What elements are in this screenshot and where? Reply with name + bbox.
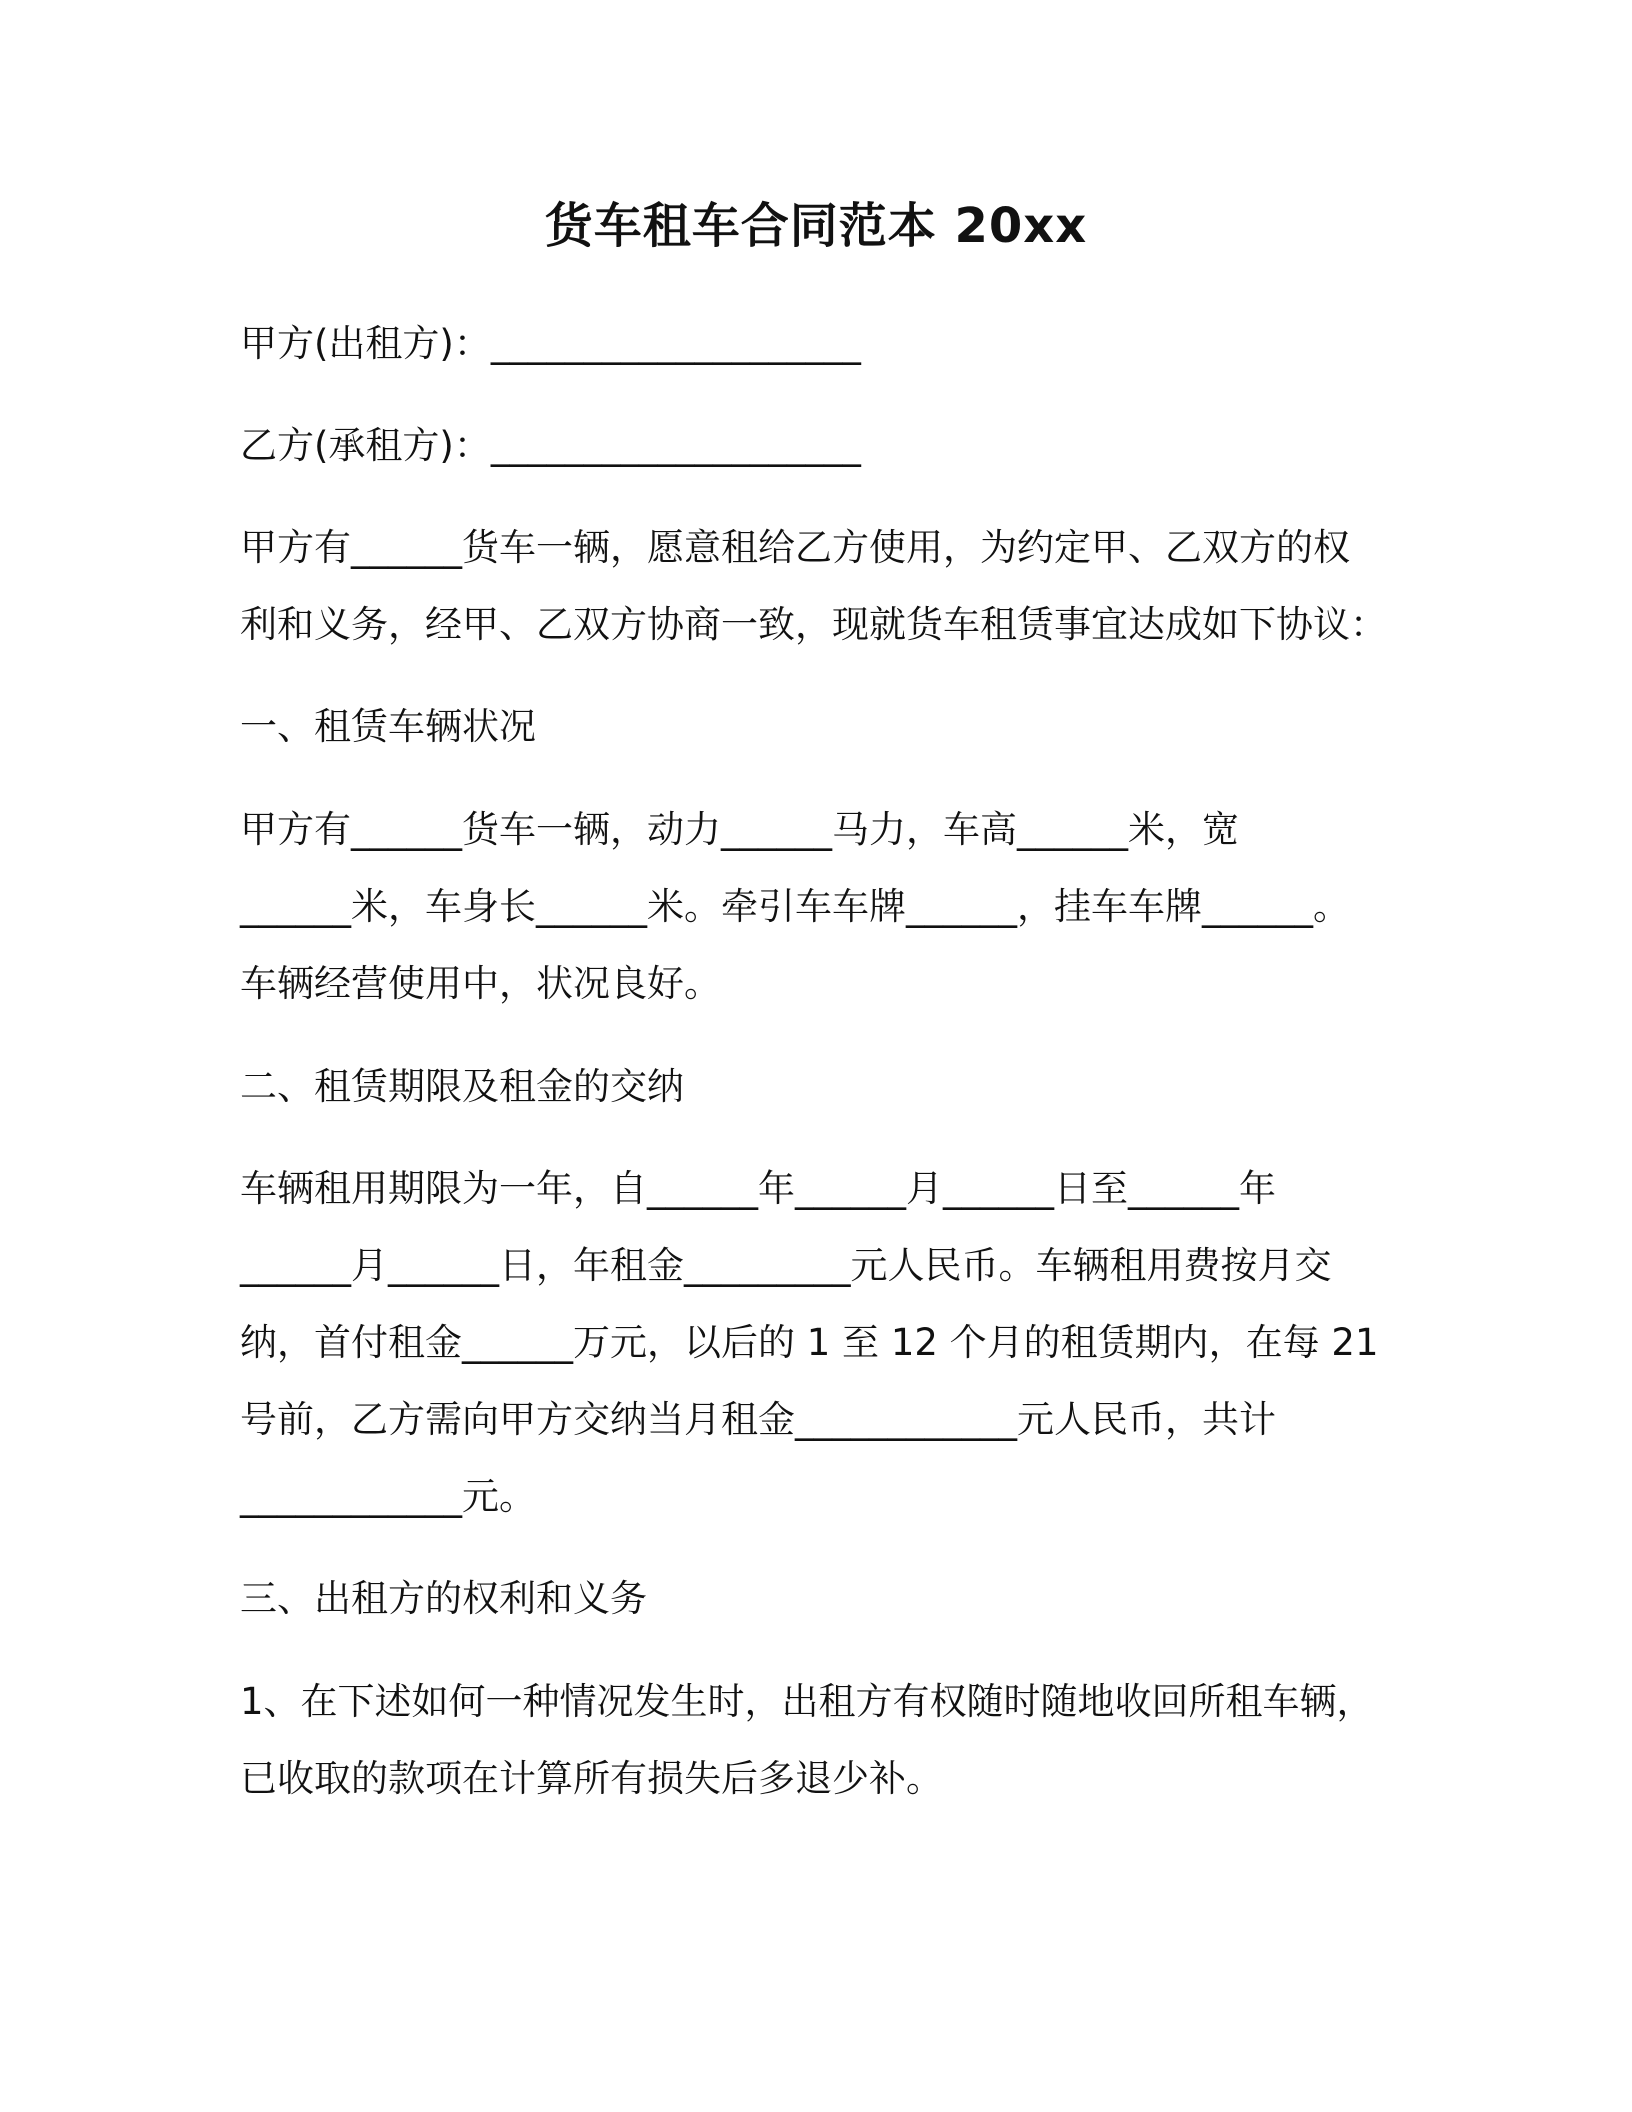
lease-paragraph-line-3: 纳，首付租金______万元，以后的 1 至 12 个月的租赁期内，在每 21	[240, 1321, 1379, 1364]
clause-1-line-2: 已收取的款项在计算所有损失后多退少补。	[240, 1757, 943, 1800]
section-heading-2: 二、租赁期限及租金的交纳	[240, 1065, 684, 1108]
vehicle-paragraph-line-1: 甲方有______货车一辆，动力______马力，车高______米，宽	[240, 808, 1239, 851]
lease-paragraph-line-2: ______月______日，年租金_________元人民币。车辆租用费按月交	[240, 1244, 1332, 1287]
intro-paragraph-line-2: 利和义务，经甲、乙双方协商一致，现就货车租赁事宜达成如下协议：	[240, 603, 1387, 646]
section-heading-1: 一、租赁车辆状况	[240, 705, 536, 748]
party-b-line: 乙方(承租方)：____________________	[240, 424, 861, 467]
document-title: 货车租车合同范本 20xx	[544, 198, 1088, 254]
lease-paragraph-line-4: 号前，乙方需向甲方交纳当月租金____________元人民币，共计	[240, 1398, 1276, 1441]
lease-paragraph-line-1: 车辆租用期限为一年，自______年______月______日至______年	[240, 1167, 1276, 1210]
clause-1-line-1: 1、在下述如何一种情况发生时，出租方有权随时随地收回所租车辆，	[240, 1680, 1374, 1723]
party-a-line: 甲方(出租方)：____________________	[240, 322, 861, 365]
vehicle-paragraph-line-2: ______米，车身长______米。牵引车车牌______，挂车车牌______。	[240, 885, 1350, 928]
section-heading-3: 三、出租方的权利和义务	[240, 1577, 647, 1620]
vehicle-paragraph-line-3: 车辆经营使用中，状况良好。	[240, 962, 721, 1005]
intro-paragraph-line-1: 甲方有______货车一辆，愿意租给乙方使用，为约定甲、乙双方的权	[240, 526, 1350, 569]
lease-paragraph-line-5: ____________元。	[240, 1475, 536, 1518]
